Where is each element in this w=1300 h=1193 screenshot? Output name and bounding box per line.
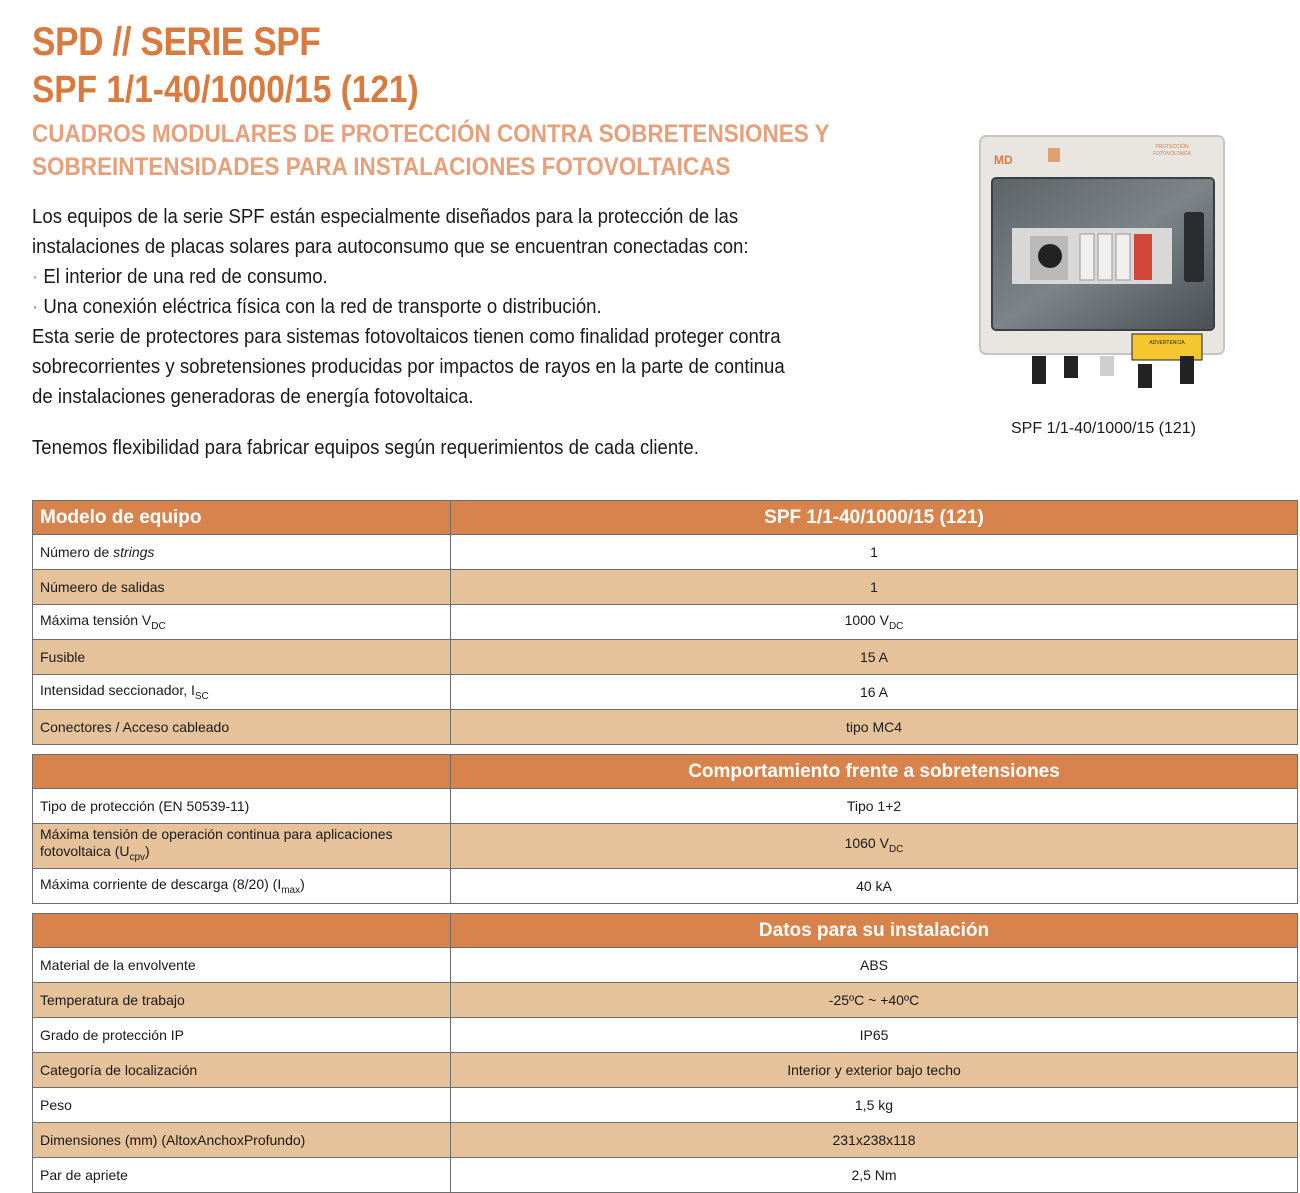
row-label: Tipo de protección (EN 50539-11) (33, 789, 451, 824)
row-label: Peso (33, 1088, 451, 1123)
row-value: 15 A (451, 640, 1298, 675)
table-row (33, 948, 1298, 983)
label-sub: cpv (129, 851, 146, 863)
table-header-label (33, 755, 451, 789)
row-label (33, 605, 451, 640)
row-label (33, 675, 451, 710)
row-value: 16 A (451, 675, 1298, 710)
row-label: Material de la envolvente (33, 948, 451, 983)
bullet-mark: · (32, 296, 39, 318)
product-caption: SPF 1/1-40/1000/15 (121) (1011, 420, 1197, 437)
intro-text (32, 202, 932, 412)
row-label (33, 824, 451, 869)
intro-bullet (32, 292, 869, 322)
row-value: -25ºC ~ +40ºC (451, 983, 1298, 1018)
bullet-text: Una conexión eléctrica física con la red de transporte o distribución. (38, 296, 602, 318)
row-value (451, 824, 1298, 869)
row-label (33, 869, 451, 904)
table-header-row (33, 501, 1298, 535)
row-value: 40 kA (451, 869, 1298, 904)
table-row (33, 570, 1298, 605)
row-value: Tipo 1+2 (451, 789, 1298, 824)
value-sub: DC (888, 843, 904, 855)
table-row (33, 869, 1298, 904)
row-value (451, 605, 1298, 640)
row-label (33, 535, 451, 570)
spec-table-install (32, 913, 1298, 1193)
table-row (33, 1123, 1298, 1158)
flexibility-note: Tenemos flexibilidad para fabricar equipos según requerimientos de cada cliente. (32, 437, 699, 459)
table-row (33, 535, 1298, 570)
table-header-value: Datos para su instalación (451, 914, 1298, 948)
intro-line: de instalaciones generadoras de energía fotovoltaica. (32, 386, 474, 408)
product-warning: ADVERTENCIA (1149, 340, 1185, 346)
header (32, 18, 932, 184)
row-label: Conectores / Acceso cableado (33, 710, 451, 745)
table-row (33, 789, 1298, 824)
value-text: 1060 V (844, 834, 889, 851)
table-row (33, 824, 1298, 869)
row-value: ABS (451, 948, 1298, 983)
table-header-label: Modelo de equipo (33, 501, 451, 535)
table-row (33, 605, 1298, 640)
intro-line: sobrecorrientes y sobretensiones producidas por impactos de rayos en la parte de continua (32, 356, 785, 378)
table-row (33, 1053, 1298, 1088)
intro-line: Los equipos de la serie SPF están especialmente diseñados para la protección de las (32, 206, 739, 228)
label-text: Máxima tensión de operación continua para aplicaciones (40, 826, 393, 843)
table-header-row (33, 914, 1298, 948)
row-label: Dimensiones (mm) (AltoxAnchoxProfundo) (33, 1123, 451, 1158)
row-label: Temperatura de trabajo (33, 983, 451, 1018)
label-sub: max (281, 884, 301, 896)
row-value: 2,5 Nm (451, 1158, 1298, 1193)
table-header-value: Comportamiento frente a sobretensiones (451, 755, 1298, 789)
page-title: SPD // SERIE SPF (32, 20, 321, 64)
value-text: 1000 V (844, 612, 889, 629)
row-value: 231x238x118 (451, 1123, 1298, 1158)
row-value: 1,5 kg (451, 1088, 1298, 1123)
spec-table-model (32, 500, 1298, 745)
table-header-value: SPF 1/1-40/1000/15 (121) (451, 501, 1298, 535)
label-text: Número de (40, 544, 114, 560)
table-row (33, 675, 1298, 710)
label-text: fotovoltaica (U (40, 843, 130, 860)
product-label-1: PROTECCIÓN (1155, 144, 1189, 150)
table-row (33, 640, 1298, 675)
table-row (33, 1158, 1298, 1193)
row-value: IP65 (451, 1018, 1298, 1053)
row-value: 1 (451, 535, 1298, 570)
table-header-row (33, 755, 1298, 789)
row-label: Númeero de salidas (33, 570, 451, 605)
bullet-mark: · (32, 266, 39, 288)
value-sub: DC (888, 620, 904, 632)
label-sub: SC (194, 690, 209, 702)
table-row (33, 983, 1298, 1018)
product-logo: MD (994, 153, 1013, 167)
subtitle-line-2: SOBREINTENSIDADES PARA INSTALACIONES FOTOVOLTAICAS (32, 153, 731, 181)
label-sub: DC (151, 620, 166, 632)
label-italic: strings (113, 544, 155, 560)
table-row (33, 710, 1298, 745)
label-text: ) (145, 843, 150, 860)
label-text: Intensidad seccionador, I (40, 682, 195, 699)
intro-bullet (32, 262, 869, 292)
row-label: Fusible (33, 640, 451, 675)
intro-line: instalaciones de placas solares para autoconsumo que se encuentran conectadas con: (32, 236, 749, 258)
table-header-label (33, 914, 451, 948)
spec-table-surge (32, 754, 1298, 904)
label-text: Máxima tensión V (40, 612, 152, 629)
row-label: Grado de protección IP (33, 1018, 451, 1053)
row-value: 1 (451, 570, 1298, 605)
product-image (972, 128, 1232, 398)
label-text: Máxima corriente de descarga (8/20) (I (40, 876, 282, 893)
row-value: Interior y exterior bajo techo (451, 1053, 1298, 1088)
table-row (33, 1088, 1298, 1123)
bullet-text: El interior de una red de consumo. (38, 266, 328, 288)
model-title: SPF 1/1-40/1000/15 (121) (32, 69, 419, 111)
intro-line: Esta serie de protectores para sistemas fotovoltaicos tienen como finalidad proteger contra (32, 326, 781, 348)
row-label: Categoría de localización (33, 1053, 451, 1088)
table-row (33, 1018, 1298, 1053)
row-label: Par de apriete (33, 1158, 451, 1193)
label-text: ) (300, 876, 305, 893)
row-value: tipo MC4 (451, 710, 1298, 745)
subtitle-line-1: CUADROS MODULARES DE PROTECCIÓN CONTRA SOBRETENSIONES Y (32, 120, 830, 148)
product-label-2: FOTOVOLTAICA (1153, 151, 1191, 157)
